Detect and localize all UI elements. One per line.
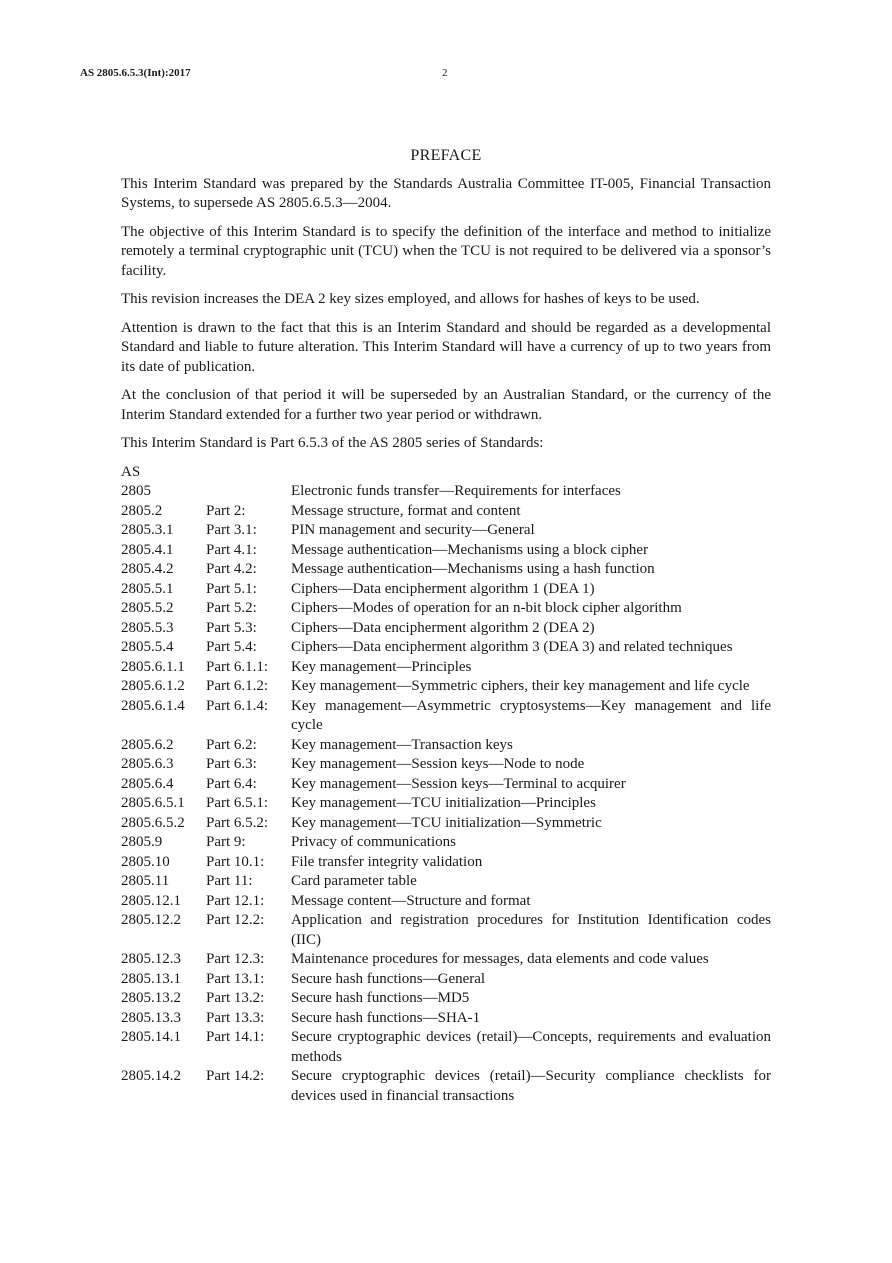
standard-title: Key management—TCU initialization—Symmetric (291, 814, 602, 831)
series-entry (121, 775, 771, 795)
standard-number: 2805.5.4 (121, 639, 174, 655)
series-entry (121, 658, 771, 678)
paragraph: Attention is drawn to the fact that this is an Interim Standard and should be regarded as a developmental Standard and liable to future alteration. This Interim Standard will have a currency of up to two years from its date of publication. (121, 319, 771, 375)
standard-number: 2805.9 (121, 834, 163, 850)
part-label: Part 14.1: (206, 1029, 265, 1045)
paragraph: This Interim Standard is Part 6.5.3 of the AS 2805 series of Standards: (121, 435, 544, 451)
standard-number: 2805.5.2 (121, 600, 174, 616)
standard-number: 2805.6.3 (121, 756, 174, 772)
standard-title: Secure hash functions—SHA-1 (291, 1009, 481, 1026)
series-prefix: AS (121, 463, 141, 480)
paragraph: At the conclusion of that period it will be superseded by an Australian Standard, or the currency of the Interim Standard extended for a further two year period or withdrawn. (121, 387, 771, 423)
series-entry (121, 911, 771, 950)
series-entry (121, 872, 771, 892)
standard-title: Ciphers—Data encipherment algorithm 3 (DEA 3) and related techniques (291, 639, 733, 655)
paragraphs (121, 175, 771, 454)
standard-title: Key management—Session keys—Node to node (291, 756, 585, 772)
standard-title: Maintenance procedures for messages, data elements and code values (291, 951, 709, 967)
part-label: Part 6.1.2: (206, 678, 269, 694)
standard-number: 2805.12.2 (121, 912, 181, 928)
part-label: Part 6.1.4: (206, 697, 269, 714)
part-label: Part 10.1: (206, 853, 265, 870)
standard-number: 2805.12.3 (121, 951, 181, 967)
series-entry (121, 814, 771, 834)
standard-title: Key management—Session keys—Terminal to acquirer (291, 775, 626, 792)
standard-title: PIN management and security—General (291, 522, 535, 538)
series-entry (121, 970, 771, 990)
series-entry (121, 521, 771, 541)
series-entry (121, 736, 771, 756)
part-label: Part 6.5.2: (206, 814, 269, 831)
standard-number: 2805.4.1 (121, 541, 174, 558)
series-entry (121, 1067, 771, 1106)
part-label: Part 2: (206, 502, 246, 519)
series-entry (121, 619, 771, 639)
standard-number: 2805.6.4 (121, 775, 174, 792)
series-entry (121, 989, 771, 1009)
document-code: AS 2805.6.5.3(Int):2017 (80, 67, 191, 79)
series-entry (121, 482, 771, 502)
part-label: Part 13.2: (206, 990, 265, 1006)
series-entry (121, 677, 771, 697)
part-label: Part 5.3: (206, 619, 257, 636)
standard-number: 2805.14.1 (121, 1029, 181, 1045)
part-label: Part 14.2: (206, 1068, 265, 1084)
standard-title: Secure hash functions—MD5 (291, 990, 470, 1006)
standard-title: Key management—Transaction keys (291, 736, 513, 753)
standard-title: Ciphers—Data encipherment algorithm 1 (DEA 1) (291, 580, 595, 597)
standard-title: Key management—Principles (291, 658, 472, 675)
page-number: 2 (442, 67, 448, 79)
standard-title: Secure cryptographic devices (retail)—Security compliance checklists for devices used in financial transactions (291, 1068, 771, 1104)
page-title: PREFACE (410, 147, 482, 164)
standard-title: Ciphers—Data encipherment algorithm 2 (DEA 2) (291, 619, 595, 636)
standard-title: Message authentication—Mechanisms using a block cipher (291, 541, 648, 558)
part-label: Part 6.4: (206, 775, 257, 792)
part-label: Part 6.3: (206, 756, 257, 772)
standards-series-list (121, 482, 771, 1106)
series-entry (121, 541, 771, 561)
standard-title: Ciphers—Modes of operation for an n-bit block cipher algorithm (291, 600, 682, 616)
standard-title: Key management—TCU initialization—Principles (291, 795, 596, 811)
part-label: Part 9: (206, 834, 246, 850)
series-entry (121, 697, 771, 736)
part-label: Part 5.1: (206, 580, 257, 597)
standard-title: Privacy of communications (291, 834, 456, 850)
series-entry (121, 580, 771, 600)
standard-title: Application and registration procedures for Institution Identification codes (IIC) (291, 912, 771, 948)
paragraph: This Interim Standard was prepared by the Standards Australia Committee IT-005, Financial Transaction Systems, to supersede AS 2805.6.5.3—2004. (121, 175, 771, 211)
standard-number: 2805.6.1.4 (121, 697, 185, 714)
part-label: Part 5.4: (206, 639, 257, 655)
series-entry (121, 638, 771, 658)
standard-title: Message structure, format and content (291, 502, 521, 519)
standard-number: 2805.11 (121, 873, 170, 889)
standard-number: 2805.13.2 (121, 990, 181, 1006)
part-label: Part 11: (206, 873, 253, 889)
part-label: Part 12.1: (206, 892, 265, 909)
series-entry (121, 755, 771, 775)
standard-title: Secure hash functions—General (291, 970, 486, 987)
standard-title: Electronic funds transfer—Requirements for interfaces (291, 483, 621, 499)
series-entry (121, 892, 771, 912)
standard-number: 2805 (121, 483, 151, 499)
series-entry (121, 794, 771, 814)
part-label (206, 482, 291, 502)
series-entry (121, 1028, 771, 1067)
standard-number: 2805.6.1.2 (121, 678, 185, 694)
part-label: Part 4.2: (206, 561, 257, 577)
series-entry (121, 599, 771, 619)
standard-number: 2805.12.1 (121, 892, 181, 909)
part-label: Part 3.1: (206, 522, 257, 538)
standard-title: Message authentication—Mechanisms using a hash function (291, 561, 655, 577)
standard-title: Message content—Structure and format (291, 892, 531, 909)
standard-title: Card parameter table (291, 873, 417, 889)
series-entry (121, 560, 771, 580)
standard-number: 2805.14.2 (121, 1068, 181, 1084)
part-label: Part 13.3: (206, 1009, 265, 1026)
part-label: Part 13.1: (206, 970, 265, 987)
part-label: Part 12.3: (206, 951, 265, 967)
series-entry (121, 1009, 771, 1029)
series-entry (121, 833, 771, 853)
standard-number: 2805.6.5.1 (121, 795, 185, 811)
standard-number: 2805.6.1.1 (121, 658, 185, 675)
standard-number: 2805.6.5.2 (121, 814, 185, 831)
part-label: Part 6.1.1: (206, 658, 269, 675)
standard-title: Key management—Symmetric ciphers, their key management and life cycle (291, 678, 750, 694)
standard-title: File transfer integrity validation (291, 853, 483, 870)
standard-number: 2805.3.1 (121, 522, 174, 538)
standard-title: Secure cryptographic devices (retail)—Concepts, requirements and evaluation methods (291, 1029, 771, 1065)
series-entry (121, 853, 771, 873)
standard-number: 2805.10 (121, 853, 170, 870)
preface-section (121, 146, 771, 1106)
part-label: Part 4.1: (206, 541, 257, 558)
standard-number: 2805.6.2 (121, 736, 174, 753)
standard-number: 2805.13.1 (121, 970, 181, 987)
standard-number: 2805.5.3 (121, 619, 174, 636)
standard-number: 2805.5.1 (121, 580, 174, 597)
paragraph: This revision increases the DEA 2 key sizes employed, and allows for hashes of keys to be used. (121, 291, 700, 307)
standard-title: Key management—Asymmetric cryptosystems—Key management and life cycle (291, 697, 771, 733)
standard-number: 2805.2 (121, 502, 163, 519)
part-label: Part 6.5.1: (206, 795, 269, 811)
part-label: Part 12.2: (206, 912, 265, 928)
standard-number: 2805.4.2 (121, 561, 174, 577)
paragraph: The objective of this Interim Standard is to specify the definition of the interface and method to initialize remotely a terminal cryptographic unit (TCU) when the TCU is not required to be delivered via a sponsor’s facility. (121, 223, 771, 279)
part-label: Part 6.2: (206, 736, 257, 753)
series-entry (121, 950, 771, 970)
standard-number: 2805.13.3 (121, 1009, 181, 1026)
part-label: Part 5.2: (206, 600, 257, 616)
series-entry (121, 502, 771, 522)
